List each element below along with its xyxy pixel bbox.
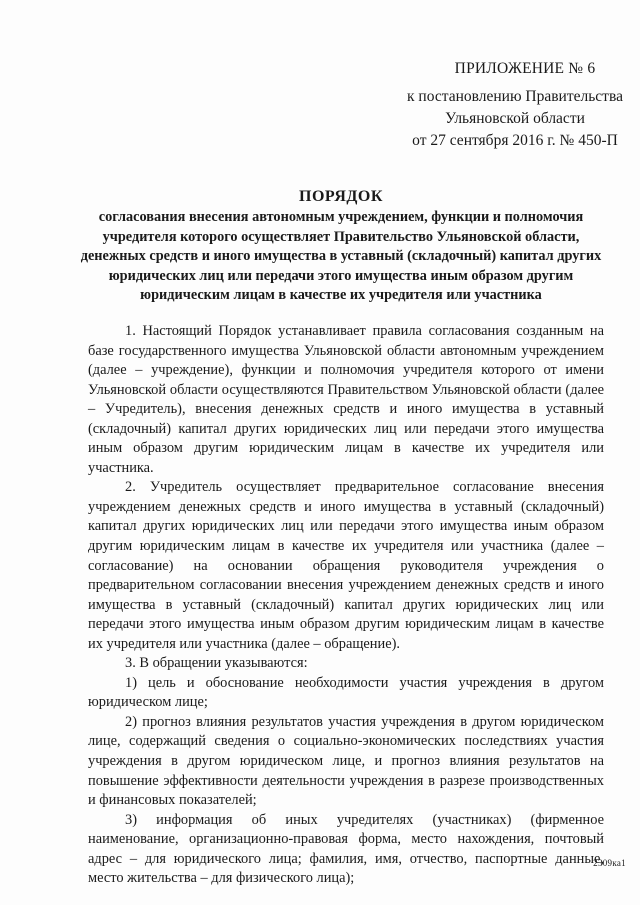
document-heading: [70, 186, 612, 306]
paragraph: 1) цель и обоснование необходимости участия учреждения в другом юридическом лице;: [88, 674, 604, 711]
paragraph: 2) прогноз влияния результатов участия учреждения в другом юридическом лице, содержащий сведения о социально-экономических последствиях участия учреждения в другом юридическом лице, и прогноз влияния результатов на повышение эффективности деятельности учреждения в разрезе производственных и финансовых показателей;: [88, 713, 604, 809]
paragraph: 3. В обращении указываются:: [125, 655, 308, 672]
document-body: [88, 322, 604, 889]
document-title: ПОРЯДОК: [299, 188, 383, 205]
appendix-line: к постановлению Правительства: [407, 88, 623, 105]
document-subtitle: согласования внесения автономным учреждением, функции и полномочия учредителя которого осуществляет Правительство Ульяновской области, денежных средств и иного имущества в уставный (складочный) капитал других юридических лиц или передачи этого имущества иным образом другим юридическим лицам в качестве их учредителя или участника: [80, 209, 602, 304]
appendix-line: от 27 сентября 2016 г. № 450-П: [412, 132, 618, 149]
paragraph: 1. Настоящий Порядок устанавливает правила согласования созданным на базе государственного имущества Ульяновской области автономным учреждением (далее – учреждение), функции и полномочия учредителя которого от имени Ульяновской области осуществляются Правительством Ульяновской области (далее – Учредитель), внесения денежных средств и иного имущества в уставный (складочный) капитал других юридических лиц или передачи этого имущества иным образом другим юридическим лицам в качестве их учредителя или участника.: [88, 323, 604, 476]
paragraph: 2. Учредитель осуществляет предварительное согласование внесения учреждением денежных средств и иного имущества в уставный (складочный) капитал других юридических лиц или передачи этого имущества иным образом другим юридическим лицам в качестве их учредителя или участника (далее – согласование) на основании обращения руководителя учреждения о предварительном согласовании внесения учреждением денежных средств и иного имущества в уставный (складочный) капитал других юридических лиц или передачи этого имущества иным образом другим юридическим лицам в качестве их учредителя или участника (далее – обращение).: [88, 479, 604, 652]
appendix-title: ПРИЛОЖЕНИЕ № 6: [454, 60, 596, 77]
appendix-block: [395, 58, 635, 152]
footer-code: 2309ка1: [593, 858, 626, 868]
paragraph: 3) информация об иных учредителях (участниках) (фирменное наименование, организационно-правовая форма, место нахождения, почтовый адрес – для юридического лица; фамилия, имя, отчество, паспортные данные, место жительства – для физического лица);: [88, 811, 604, 887]
appendix-line: Ульяновской области: [445, 110, 585, 127]
